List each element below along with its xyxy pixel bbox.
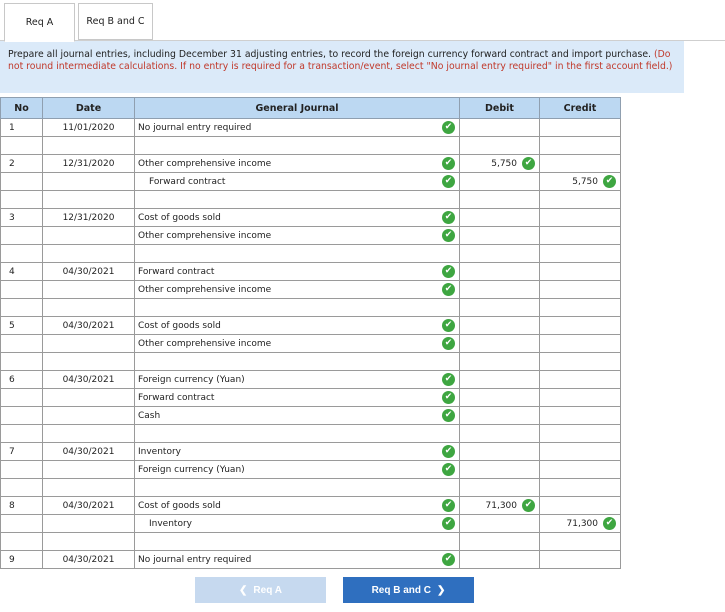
check-circle-icon: ✔ [442, 175, 455, 188]
account-cell-text: Forward contract [149, 176, 226, 187]
spacer-row [1, 353, 621, 371]
entry-number-cell [1, 119, 43, 137]
entry-number-cell [1, 227, 43, 245]
account-cell[interactable] [135, 281, 460, 299]
spacer-cell [43, 353, 135, 371]
spacer-row [1, 137, 621, 155]
spacer-cell [460, 191, 540, 209]
spacer-cell [460, 425, 540, 443]
account-cell-text: Foreign currency (Yuan) [138, 464, 245, 475]
prev-req-a-button[interactable] [195, 577, 326, 603]
debit-cell[interactable] [460, 389, 540, 407]
account-cell[interactable] [135, 263, 460, 281]
account-cell[interactable] [135, 155, 460, 173]
spacer-cell [460, 479, 540, 497]
debit-cell[interactable] [460, 155, 540, 173]
entry-number-cell [1, 209, 43, 227]
journal-row [1, 389, 621, 407]
journal-row [1, 227, 621, 245]
spacer-cell [1, 533, 43, 551]
entry-number-cell-text: 8 [9, 500, 15, 511]
debit-cell[interactable] [460, 461, 540, 479]
credit-cell[interactable] [540, 263, 621, 281]
entry-date-cell [43, 407, 135, 425]
journal-row [1, 263, 621, 281]
check-circle-icon: ✔ [603, 517, 616, 530]
check-circle-icon: ✔ [442, 517, 455, 530]
spacer-cell [43, 245, 135, 263]
account-cell[interactable] [135, 335, 460, 353]
spacer-cell [43, 425, 135, 443]
spacer-cell [540, 479, 621, 497]
entry-date-cell-text: 12/31/2020 [62, 212, 115, 223]
spacer-cell [135, 353, 460, 371]
entry-number-cell [1, 371, 43, 389]
credit-cell[interactable] [540, 281, 621, 299]
spacer-row [1, 425, 621, 443]
account-cell-text: Other comprehensive income [138, 230, 272, 241]
check-circle-icon: ✔ [522, 157, 535, 170]
credit-cell[interactable] [540, 407, 621, 425]
spacer-cell [1, 353, 43, 371]
account-cell-text: Cash [138, 410, 161, 421]
account-cell-text: Foreign currency (Yuan) [138, 374, 245, 385]
account-cell[interactable] [135, 407, 460, 425]
entry-number-cell [1, 263, 43, 281]
journal-row [1, 371, 621, 389]
entry-number-cell-text: 9 [9, 554, 15, 565]
debit-cell[interactable] [460, 551, 540, 569]
credit-cell[interactable] [540, 335, 621, 353]
debit-cell[interactable] [460, 443, 540, 461]
next-button-label: Req B and C [371, 584, 432, 596]
spacer-row [1, 533, 621, 551]
spacer-row [1, 299, 621, 317]
spacer-cell [540, 245, 621, 263]
entry-date-cell-text: 04/30/2021 [62, 446, 115, 457]
check-circle-icon: ✔ [442, 373, 455, 386]
entry-date-cell-text: 04/30/2021 [62, 266, 115, 277]
debit-cell[interactable] [460, 317, 540, 335]
next-req-b-and-c-button[interactable] [343, 577, 474, 603]
account-cell-text: Other comprehensive income [138, 284, 272, 295]
spacer-cell [135, 533, 460, 551]
journal-row [1, 281, 621, 299]
journal-table [0, 97, 621, 569]
tab-req-a[interactable]: Req A [4, 3, 75, 42]
spacer-cell [1, 245, 43, 263]
debit-cell[interactable] [460, 281, 540, 299]
entry-number-cell-text: 7 [9, 446, 15, 457]
entry-date-cell-text: 04/30/2021 [62, 374, 115, 385]
check-circle-icon: ✔ [522, 499, 535, 512]
spacer-cell [43, 137, 135, 155]
check-circle-icon: ✔ [442, 463, 455, 476]
journal-row [1, 155, 621, 173]
entry-number-cell [1, 389, 43, 407]
entry-date-cell [43, 551, 135, 569]
spacer-row [1, 191, 621, 209]
instructions-panel [0, 41, 684, 93]
spacer-row [1, 245, 621, 263]
entry-number-cell [1, 515, 43, 533]
credit-cell[interactable] [540, 119, 621, 137]
journal-row [1, 551, 621, 569]
account-cell[interactable] [135, 551, 460, 569]
check-circle-icon: ✔ [442, 391, 455, 404]
credit-cell[interactable] [540, 389, 621, 407]
entry-date-cell-text: 04/30/2021 [62, 554, 115, 565]
check-circle-icon: ✔ [442, 337, 455, 350]
account-cell-text: Cost of goods sold [138, 500, 221, 511]
debit-cell[interactable] [460, 407, 540, 425]
spacer-cell [1, 191, 43, 209]
entry-number-cell [1, 281, 43, 299]
entry-date-cell [43, 227, 135, 245]
journal-row [1, 461, 621, 479]
account-cell[interactable] [135, 515, 460, 533]
credit-cell-text: 71,300 [566, 518, 598, 529]
debit-cell[interactable] [460, 209, 540, 227]
journal-row [1, 407, 621, 425]
entry-date-cell [43, 335, 135, 353]
tab-bar [0, 0, 725, 41]
check-circle-icon: ✔ [442, 553, 455, 566]
journal-row [1, 317, 621, 335]
spacer-cell [540, 353, 621, 371]
spacer-cell [135, 245, 460, 263]
entry-number-cell [1, 443, 43, 461]
credit-cell[interactable] [540, 371, 621, 389]
spacer-cell [135, 191, 460, 209]
credit-cell-text: 5,750 [572, 176, 598, 187]
spacer-cell [43, 479, 135, 497]
entry-date-cell-text: 11/01/2020 [62, 122, 115, 133]
header-general-journal: General Journal [135, 98, 460, 119]
credit-cell[interactable] [540, 497, 621, 515]
entry-date-cell [43, 155, 135, 173]
debit-cell[interactable] [460, 335, 540, 353]
spacer-cell [460, 353, 540, 371]
spacer-cell [135, 479, 460, 497]
debit-cell[interactable] [460, 263, 540, 281]
entry-number-cell-text: 4 [9, 266, 15, 277]
entry-number-cell-text: 1 [9, 122, 15, 133]
check-circle-icon: ✔ [442, 445, 455, 458]
spacer-cell [540, 425, 621, 443]
account-cell[interactable] [135, 317, 460, 335]
chevron-left-icon: ❮ [239, 584, 248, 596]
spacer-cell [540, 191, 621, 209]
header-no: No [1, 98, 43, 119]
debit-cell[interactable] [460, 227, 540, 245]
entry-date-cell [43, 317, 135, 335]
check-circle-icon: ✔ [442, 211, 455, 224]
entry-number-cell [1, 461, 43, 479]
check-circle-icon: ✔ [442, 229, 455, 242]
debit-cell[interactable] [460, 173, 540, 191]
entry-date-cell [43, 281, 135, 299]
account-cell[interactable] [135, 389, 460, 407]
journal-row [1, 335, 621, 353]
debit-cell[interactable] [460, 371, 540, 389]
entry-number-cell-text: 3 [9, 212, 15, 223]
chevron-right-icon: ❯ [437, 584, 446, 596]
account-cell[interactable] [135, 443, 460, 461]
journal-row [1, 515, 621, 533]
debit-cell-text: 71,300 [485, 500, 517, 511]
debit-cell[interactable] [460, 119, 540, 137]
account-cell[interactable] [135, 371, 460, 389]
header-date: Date [43, 98, 135, 119]
entry-number-cell-text: 5 [9, 320, 15, 331]
account-cell-text: Other comprehensive income [138, 338, 272, 349]
entry-number-cell [1, 317, 43, 335]
spacer-cell [135, 137, 460, 155]
credit-cell[interactable] [540, 461, 621, 479]
spacer-cell [1, 137, 43, 155]
credit-cell[interactable] [540, 209, 621, 227]
account-cell-text: Forward contract [138, 392, 215, 403]
entry-date-cell [43, 119, 135, 137]
spacer-cell [540, 137, 621, 155]
account-cell-text: Inventory [138, 446, 181, 457]
spacer-cell [1, 425, 43, 443]
spacer-cell [1, 299, 43, 317]
entry-number-cell-text: 2 [9, 158, 15, 169]
spacer-cell [43, 191, 135, 209]
credit-cell[interactable] [540, 317, 621, 335]
entry-date-cell [43, 209, 135, 227]
entry-date-cell [43, 263, 135, 281]
tab-req-b-and-c[interactable]: Req B and C [78, 3, 153, 40]
spacer-cell [460, 137, 540, 155]
check-circle-icon: ✔ [442, 121, 455, 134]
account-cell-text: Other comprehensive income [138, 158, 272, 169]
credit-cell[interactable] [540, 227, 621, 245]
spacer-cell [540, 299, 621, 317]
spacer-cell [43, 299, 135, 317]
spacer-cell [1, 479, 43, 497]
check-circle-icon: ✔ [442, 157, 455, 170]
spacer-cell [135, 299, 460, 317]
account-cell[interactable] [135, 227, 460, 245]
account-cell-text: Cost of goods sold [138, 212, 221, 223]
entry-number-cell [1, 155, 43, 173]
entry-number-cell [1, 335, 43, 353]
check-circle-icon: ✔ [442, 409, 455, 422]
entry-date-cell [43, 515, 135, 533]
account-cell-text: Forward contract [138, 266, 215, 277]
account-cell[interactable] [135, 497, 460, 515]
entry-number-cell-text: 6 [9, 374, 15, 385]
entry-number-cell [1, 551, 43, 569]
entry-date-cell [43, 497, 135, 515]
check-circle-icon: ✔ [442, 319, 455, 332]
instructions-note: (Do not round intermediate calculations. If no entry is required for a transaction/event, select "No journal entry required" in the first account field.) [8, 49, 673, 72]
header-credit: Credit [540, 98, 621, 119]
entry-date-cell [43, 371, 135, 389]
account-cell-text: Cost of goods sold [138, 320, 221, 331]
debit-cell[interactable] [460, 497, 540, 515]
check-circle-icon: ✔ [442, 265, 455, 278]
account-cell[interactable] [135, 173, 460, 191]
entry-date-cell [43, 461, 135, 479]
journal-row [1, 173, 621, 191]
check-circle-icon: ✔ [442, 283, 455, 296]
spacer-cell [540, 533, 621, 551]
entry-date-cell [43, 389, 135, 407]
debit-cell[interactable] [460, 515, 540, 533]
spacer-row [1, 479, 621, 497]
credit-cell[interactable] [540, 443, 621, 461]
account-cell-text: Inventory [149, 518, 192, 529]
account-cell-text: No journal entry required [138, 554, 252, 565]
header-debit: Debit [460, 98, 540, 119]
credit-cell[interactable] [540, 173, 621, 191]
account-cell-text: No journal entry required [138, 122, 252, 133]
entry-date-cell-text: 12/31/2020 [62, 158, 115, 169]
credit-cell[interactable] [540, 155, 621, 173]
entry-number-cell [1, 173, 43, 191]
journal-row [1, 209, 621, 227]
entry-number-cell [1, 407, 43, 425]
account-cell[interactable] [135, 461, 460, 479]
entry-date-cell-text: 04/30/2021 [62, 320, 115, 331]
journal-row [1, 119, 621, 137]
credit-cell[interactable] [540, 515, 621, 533]
spacer-cell [135, 425, 460, 443]
spacer-cell [460, 533, 540, 551]
credit-cell[interactable] [540, 551, 621, 569]
prev-button-label: Req A [253, 584, 282, 596]
entry-date-cell [43, 173, 135, 191]
instructions-text: Prepare all journal entries, including December 31 adjusting entries, to record the foreign currency forward contract and import purchase. [8, 49, 651, 60]
account-cell[interactable] [135, 119, 460, 137]
entry-date-cell-text: 04/30/2021 [62, 500, 115, 511]
spacer-cell [43, 533, 135, 551]
journal-body [1, 119, 621, 569]
journal-row [1, 443, 621, 461]
spacer-cell [460, 245, 540, 263]
check-circle-icon: ✔ [603, 175, 616, 188]
debit-cell-text: 5,750 [491, 158, 517, 169]
spacer-cell [460, 299, 540, 317]
entry-date-cell [43, 443, 135, 461]
check-circle-icon: ✔ [442, 499, 455, 512]
journal-row [1, 497, 621, 515]
entry-number-cell [1, 497, 43, 515]
account-cell[interactable] [135, 209, 460, 227]
